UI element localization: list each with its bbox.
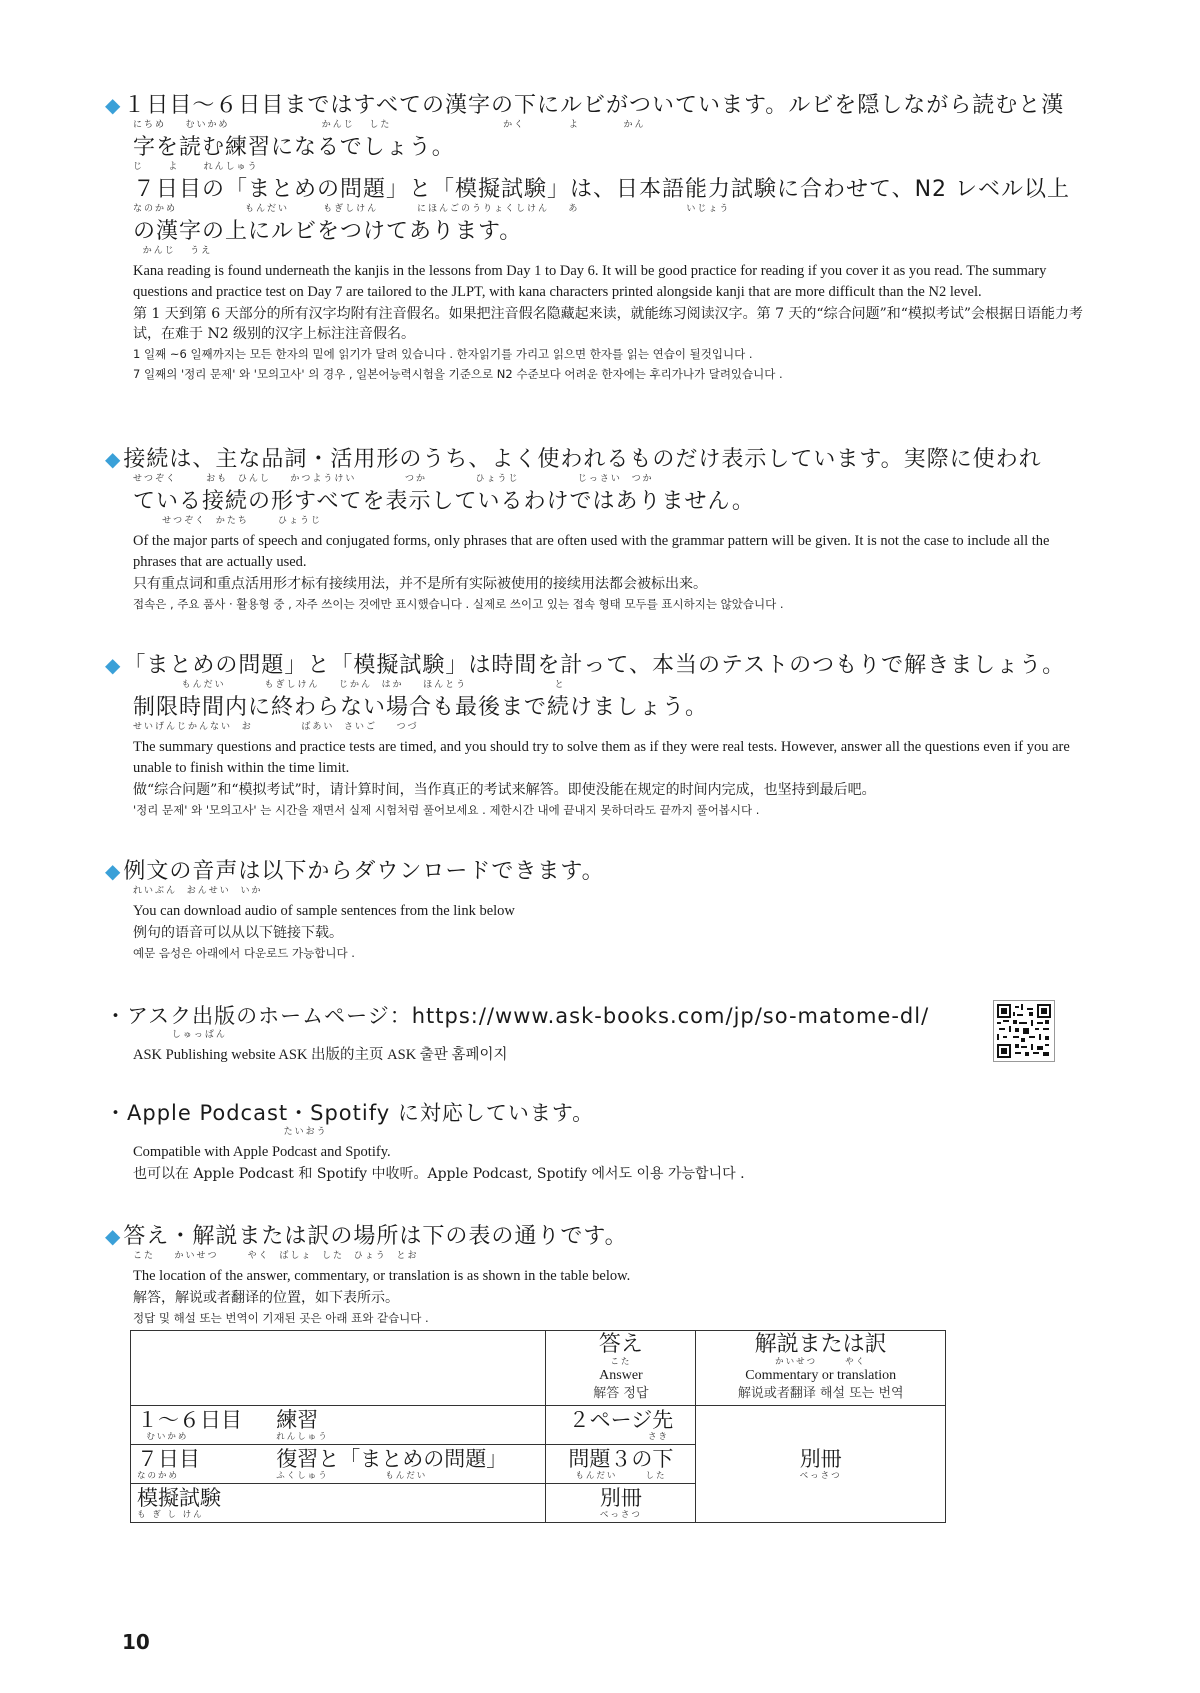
- s1-korean-1: 1 일째 ~6 일째까지는 모든 한자의 밑에 읽기가 달려 있습니다 . 한자읽기를 가리고 읽으면 한자를 읽는 연습이 될것입니다 .: [133, 347, 753, 361]
- s1-furigana-2: じ よ れんしゅう: [133, 162, 259, 172]
- website-subtitle: ASK Publishing website ASK 出版的主页 ASK 출판 홈페이지: [133, 1047, 508, 1063]
- row3-answer: 別冊 べっさつ: [546, 1484, 696, 1523]
- header-answer: 答え こた Answer 解答 정답: [546, 1331, 696, 1406]
- section-conjugation-note: [105, 446, 1095, 614]
- table-header-row: [131, 1331, 946, 1406]
- s1-line1: １日目～６日目まではすべての漢字の下にルビがついています。ルビを隠しながら読むと漢: [123, 93, 1065, 118]
- s2-line1: 接続は、主な品詞・活用形のうち、よく使われるものだけ表示しています。実際に使われ: [123, 447, 1042, 472]
- section-timed-test-note: [105, 652, 1095, 820]
- s1-chinese: 第 1 天到第 6 天部分的所有汉字均附有注音假名。如果把注音假名隐藏起来读，就能练习阅读汉字。第 7 天的“综合问题”和“模拟考试”会根据日语能力考试，在难于 N2 级别的汉字上标注注音假名。: [133, 306, 1084, 342]
- s4-furigana-1: れいぶん おんせい いか: [133, 886, 263, 896]
- commentary-location: 別冊 べっさつ: [696, 1406, 946, 1523]
- row1-task: 練習 れんしゅう: [270, 1406, 546, 1445]
- diamond-bullet-icon: ◆: [105, 93, 122, 117]
- table-header-empty: [131, 1331, 546, 1406]
- s1-line2: 字を読む練習になるでしょう。: [133, 135, 455, 160]
- s4-korean: 예문 음성은 아래에서 다운로드 가능합니다 .: [133, 946, 355, 960]
- s4-line1: 例文の音声は以下からダウンロードできます。: [123, 859, 605, 884]
- page-number: 10: [122, 1630, 150, 1654]
- diamond-bullet-icon: ◆: [105, 1224, 122, 1248]
- s3-line1: 「まとめの問題」と「模擬試験」は時間を計って、本当のテストのつもりで解きましょう。: [123, 653, 1066, 678]
- s7-line1: 答え・解説または訳の場所は下の表の通りです。: [123, 1224, 628, 1249]
- podcast-english: Compatible with Apple Podcast and Spotify.: [133, 1144, 391, 1160]
- s3-english: The summary questions and practice tests are timed, and you should try to solve them as if they were real tests. However, answer all the questions even if you are unable to finish within the time limit.: [133, 739, 1070, 776]
- section-podcast: [105, 1100, 1095, 1184]
- diamond-bullet-icon: ◆: [105, 447, 122, 471]
- s1-line3: ７日目の「まとめの問題」と「模擬試験」は、日本語能力試験に合わせて、N2 レベル以上: [133, 177, 1071, 202]
- s1-furigana-1: にちめ むいかめ かんじ した かく よ かん: [133, 120, 646, 130]
- s5-furigana-1: しゅっぱん: [133, 1030, 227, 1040]
- table-row: [131, 1406, 946, 1445]
- s2-korean: 접속은 , 주요 품사 · 활용형 중 , 자주 쓰이는 것에만 표시했습니다 . 실제로 쓰이고 있는 접속 형태 모두를 표시하지는 않았습니다 .: [133, 597, 784, 611]
- section-audio-note: [105, 858, 1095, 963]
- s3-line2: 制限時間内に終わらない場合も最後まで続けましょう。: [133, 695, 709, 720]
- s7-english: The location of the answer, commentary, or translation is as shown in the table below.: [133, 1268, 631, 1284]
- s7-furigana-1: こた かいせつ やく ばしょ した ひょう とお: [133, 1251, 419, 1261]
- s1-korean-2: 7 일째의 '정리 문제' 와 '모의고사' 의 경우 , 일본어능력시험을 기준으로 N2 수준보다 어려운 한자에는 후리가나가 달려있습니다 .: [133, 367, 783, 381]
- s4-english: You can download audio of sample sentences from the link below: [133, 903, 515, 919]
- row2-task: 復習と「まとめの問題」 ふくしゅう もんだい: [270, 1445, 546, 1484]
- s2-furigana-1: せつぞく おも ひんし かつようけい つか ひょうじ じっさい つか: [133, 474, 654, 484]
- diamond-bullet-icon: ◆: [105, 653, 122, 677]
- answer-location-table: [130, 1330, 946, 1523]
- s2-line2: ている接続の形すべてを表示しているわけではありません。: [133, 489, 755, 514]
- s7-korean: 정답 및 해설 또는 번역이 기재된 곳은 아래 표와 같습니다 .: [133, 1311, 429, 1325]
- s1-line4: の漢字の上にルビをつけてあります。: [133, 219, 523, 244]
- section-answer-location: [105, 1223, 1095, 1328]
- s3-furigana-2: せいげんじかんない お ばあい さいご つづ: [133, 722, 419, 732]
- s3-korean: '정리 문제' 와 '모의고사' 는 시간을 재면서 실제 시험처럼 풀어보세요 . 제한시간 내에 끝내지 못하더라도 끝까지 풀어봅시다 .: [133, 803, 760, 817]
- section-ruby-note: [105, 92, 1095, 384]
- s7-chinese: 解答，解说或者翻译的位置，如下表所示。: [133, 1290, 399, 1306]
- row3-day: 模擬試験 も ぎ し けん: [131, 1484, 546, 1523]
- s1-furigana-4: かんじ うえ: [133, 246, 213, 256]
- row1-answer: ２ページ先 さき: [546, 1406, 696, 1445]
- row1-day: １～６日目 むいかめ: [131, 1406, 271, 1445]
- s2-english: Of the major parts of speech and conjugated forms, only phrases that are often used with the grammar pattern will be given. It is not the case to include all the phrases that are actually used.: [133, 533, 1050, 570]
- s3-chinese: 做“综合问题”和“模拟考试”时，请计算时间，当作真正的考试来解答。即使没能在规定的时间内完成，也坚持到最后吧。: [133, 782, 876, 798]
- s1-furigana-3: なのかめ もんだい もぎしけん にほんごのうりょくしけん あ いじょう: [133, 204, 731, 214]
- website-line[interactable]: ・アスク出版のホームページ：https://www.ask-books.com/jp/so-matome-dl/: [105, 1004, 930, 1028]
- s2-furigana-2: せつぞく かたち ひょうじ: [133, 516, 323, 526]
- row2-day: ７日目 なのかめ: [131, 1445, 271, 1484]
- row2-answer: 問題３の下 もんだい した: [546, 1445, 696, 1484]
- diamond-bullet-icon: ◆: [105, 859, 122, 883]
- section-website: [105, 1003, 985, 1066]
- qr-code-icon[interactable]: [993, 1000, 1055, 1062]
- podcast-zh-ko: 也可以在 Apple Podcast 和 Spotify 中收听。Apple Podcast, Spotify 에서도 이용 가능합니다 .: [133, 1166, 745, 1182]
- podcast-line: ・Apple Podcast・Spotify に対応しています。: [105, 1101, 595, 1125]
- s4-chinese: 例句的语音可以从以下链接下载。: [133, 925, 343, 941]
- header-commentary: 解説または訳 かいせつ やく Commentary or translation 解说或者翻译 해설 또는 번역: [696, 1331, 946, 1406]
- s1-english: Kana reading is found underneath the kanjis in the lessons from Day 1 to Day 6. It will be good practice for reading if you cover it as you read. The summary questions and practice test on Day 7 are tailored to the JLPT, with kana characters printed alongside kanji that are more difficult than the N2 level.: [133, 263, 1047, 300]
- s2-chinese: 只有重点词和重点活用形才标有接续用法，并不是所有实际被使用的接续用法都会被标出来。: [133, 576, 707, 592]
- s3-furigana-1: もんだい もぎしけん じかん はか ほんとう と: [133, 680, 566, 690]
- s6-furigana-1: たいおう: [133, 1127, 328, 1137]
